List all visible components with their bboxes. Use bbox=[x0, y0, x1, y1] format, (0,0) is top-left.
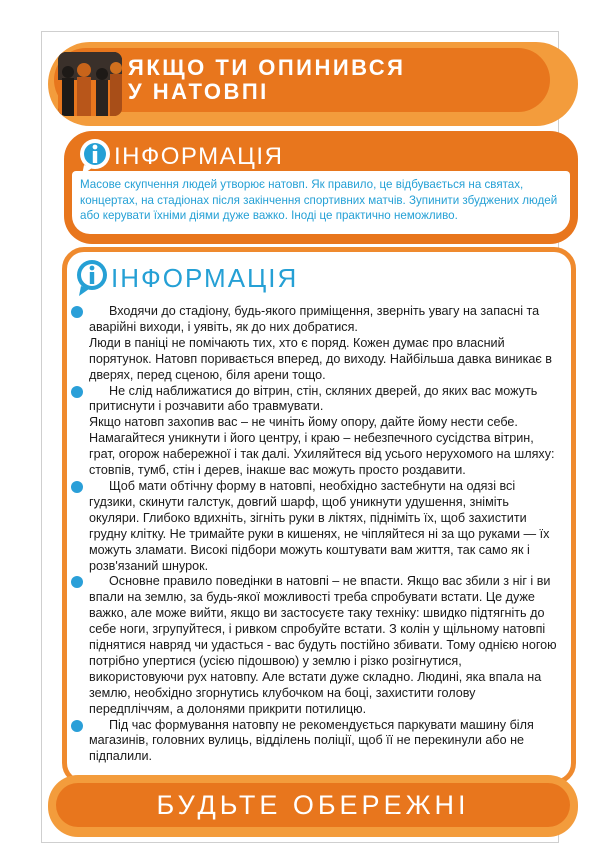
list-item: Входячи до стадіону, будь-якого приміщення, зверніть увагу на запасні та аварійні виходи, і уявіть, як до них добратися. bbox=[89, 304, 559, 336]
list-item: Під час формування натовпу не рекомендується паркувати машину біля магазинів, головних вулиць, відділень поліції, щоб її не перекинули або не підпалили. bbox=[89, 718, 559, 766]
page-title: ЯКЩО ТИ ОПИНИВСЯ У НАТОВПІ bbox=[128, 55, 406, 104]
list-item: Люди в паніці не помічають тих, хто є поряд. Кожен думає про власний порятунок. Натовп поривається вперед, до виходу. Найбільша давка виникає в дверях, перед сценою, біля арени тощо. bbox=[89, 335, 552, 382]
info-box-intro bbox=[64, 131, 578, 244]
info-icon bbox=[75, 258, 109, 298]
crowd-image bbox=[58, 52, 122, 116]
header-banner bbox=[48, 42, 578, 126]
info-box-rules bbox=[62, 247, 576, 785]
info-title: ІНФОРМАЦІЯ bbox=[114, 143, 284, 170]
footer-slogan: БУДЬТЕ ОБЕРЕЖНІ bbox=[156, 789, 470, 820]
rules-list bbox=[89, 304, 559, 765]
list-item: Якщо натовп захопив вас – не чиніть йому опору, дайте йому нести себе. Намагайтеся уникнути і його центру, і краю – небезпечного сусідства вітрин, грат, огорож набережної і так далі. Ухиляйтеся від усього нерухомого на шляху: стовпів, тумб, стін і дерев, інакше вас можуть просто роздавити. bbox=[89, 415, 555, 478]
info-text: Масове скупчення людей утворює натовп. Як правило, це відбувається на святах, концертах, на стадіонах після закінчення спортивних матчів. Зупинити збуджених людей або керувати їхніми діями дуже важко. Іноді це практично неможливо. bbox=[72, 171, 570, 234]
info-title: ІНФОРМАЦІЯ bbox=[111, 262, 299, 293]
list-item: Щоб мати обтічну форму в натовпі, необхідно застебнути на одязі всі гудзики, скинути галстук, довгий шарф, щоб уникнути удушення, зніміть окуляри. Глибоко вдихніть, зігніть руки в ліктях, підніміть їх, щоб захистити грудну клітку. Не тримайте руки в кишенях, не чіпляйтеся ні за що руками — їх можуть зламати. Високі підбори можуть коштувати вам життя, так само як і розв'язаний шнурок. bbox=[89, 479, 559, 574]
list-item: Основне правило поведінки в натовпі – не впасти. Якщо вас збили з ніг і ви впали на землю, за будь-якої можливості треба спробувати встати. Це дуже важко, але може вийти, якщо ви застосуєте таку техніку: швидко підтягніть до себе ноги, згрупуйтеся, і ривком спробуйте встати. З колін у щільному натовпі піднятися навряд чи удасться - вас будуть постійно збивати. Тому однією ногою потрібно упертися (усією підошвою) у землю і різко розігнутися, використовуючи рух натовпу. Але встати дуже складно. Людині, яка впала на землю, необхідно згорнутись клубочком на боці, захистити голову передпліччям, а долонями прикрити потилицю. bbox=[89, 574, 559, 717]
list-item: Не слід наближатися до вітрин, стін, скляних дверей, до яких вас можуть притиснути і розчавити або травмувати. bbox=[89, 384, 559, 416]
footer-banner bbox=[48, 775, 578, 837]
